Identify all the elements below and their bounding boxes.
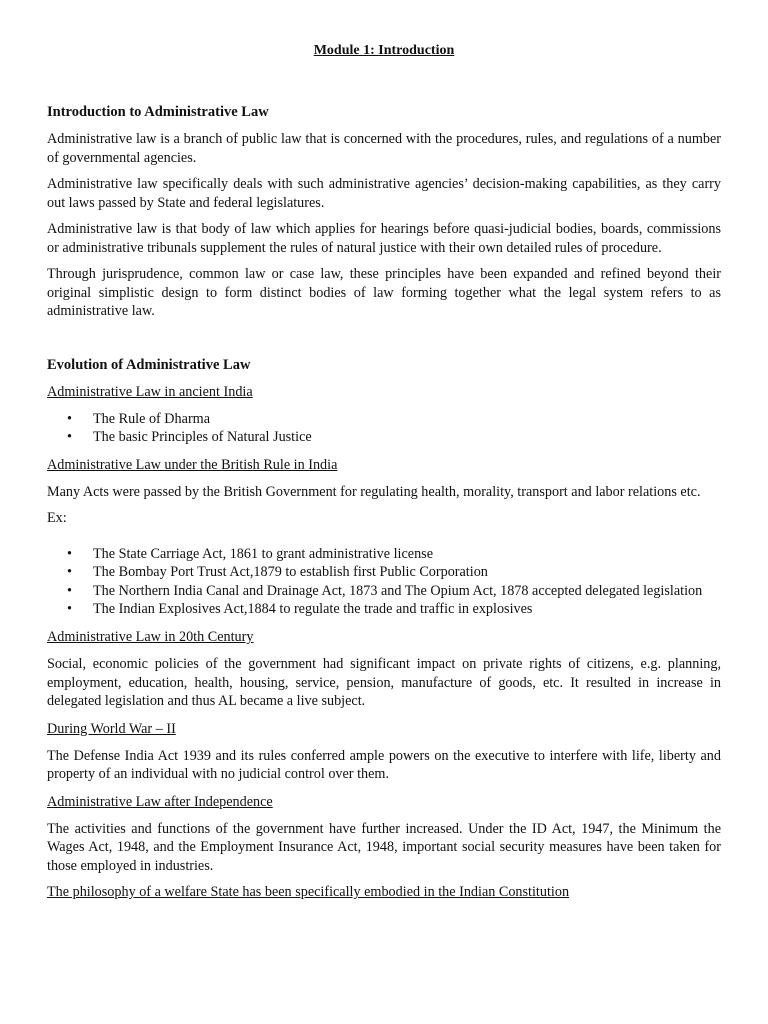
twentieth-century-paragraph: Social, economic policies of the government had significant impact on private rights of citizens, e.g. planning, employment, education, health, housing, service, pension, manufacture of goods, etc. It resulted in increase in delegated legislation and thus AL became a live subject. [47,656,721,710]
world-war-subheading: During World War – II [47,720,176,737]
intro-paragraph-2: Administrative law specifically deals with such administrative agencies’ decision-making capabilities, as they carry out laws passed by State and federal legislatures. [47,176,721,211]
ancient-india-list [47,410,721,447]
welfare-state-subheading: The philosophy of a welfare State has been specifically embodied in the Indian Constitution [47,884,570,901]
list-item: • The Rule of Dharma [47,410,721,429]
module-title: Module 1: Introduction [313,43,455,58]
intro-heading: Introduction to Administrative Law [47,104,269,120]
intro-paragraph-1: Administrative law is a branch of public law that is concerned with the procedures, rules, and regulations of a number of governmental agencies. [47,131,721,166]
examples-label: Ex: [47,510,67,527]
evolution-heading: Evolution of Administrative Law [47,356,251,373]
world-war-paragraph: The Defense India Act 1939 and its rules conferred ample powers on the executive to interfere with life, liberty and property of an individual with no judicial control over them. [47,747,721,783]
intro-paragraph-4: Through jurisprudence, common law or case law, these principles have been expanded and refined beyond their original simplistic design to form distinct bodies of law forming together what the legal system refers to as administrative law. [47,266,721,319]
list-item: • The basic Principles of Natural Justice [47,428,721,447]
after-independence-subheading: Administrative Law after Independence [47,793,273,810]
list-item: • The Northern India Canal and Drainage Act, 1873 and The Opium Act, 1878 accepted delegated legislation [47,582,721,601]
list-item: • The Bombay Port Trust Act,1879 to establish first Public Corporation [47,563,721,582]
intro-paragraph-3: Administrative law is that body of law which applies for hearings before quasi-judicial bodies, boards, commissions or administrative tribunals supplement the rules of natural justice with their own detailed rules of procedure. [47,221,721,256]
british-rule-subheading: Administrative Law under the British Rule in India [47,456,338,473]
british-acts-list [47,545,721,619]
british-rule-paragraph: Many Acts were passed by the British Government for regulating health, morality, transport and labor relations etc. [47,483,701,500]
twentieth-century-subheading: Administrative Law in 20th Century [47,629,254,646]
list-item: • The Indian Explosives Act,1884 to regulate the trade and traffic in explosives [47,600,721,619]
after-independence-paragraph: The activities and functions of the government have further increased. Under the ID Act, 1947, the Minimum the Wages Act, 1948, and the Employment Insurance Act, 1948, important social security measures have been taken for those employed in industries. [47,820,721,874]
list-item: • The State Carriage Act, 1861 to grant administrative license [47,545,721,564]
ancient-india-subheading: Administrative Law in ancient India [47,383,253,400]
